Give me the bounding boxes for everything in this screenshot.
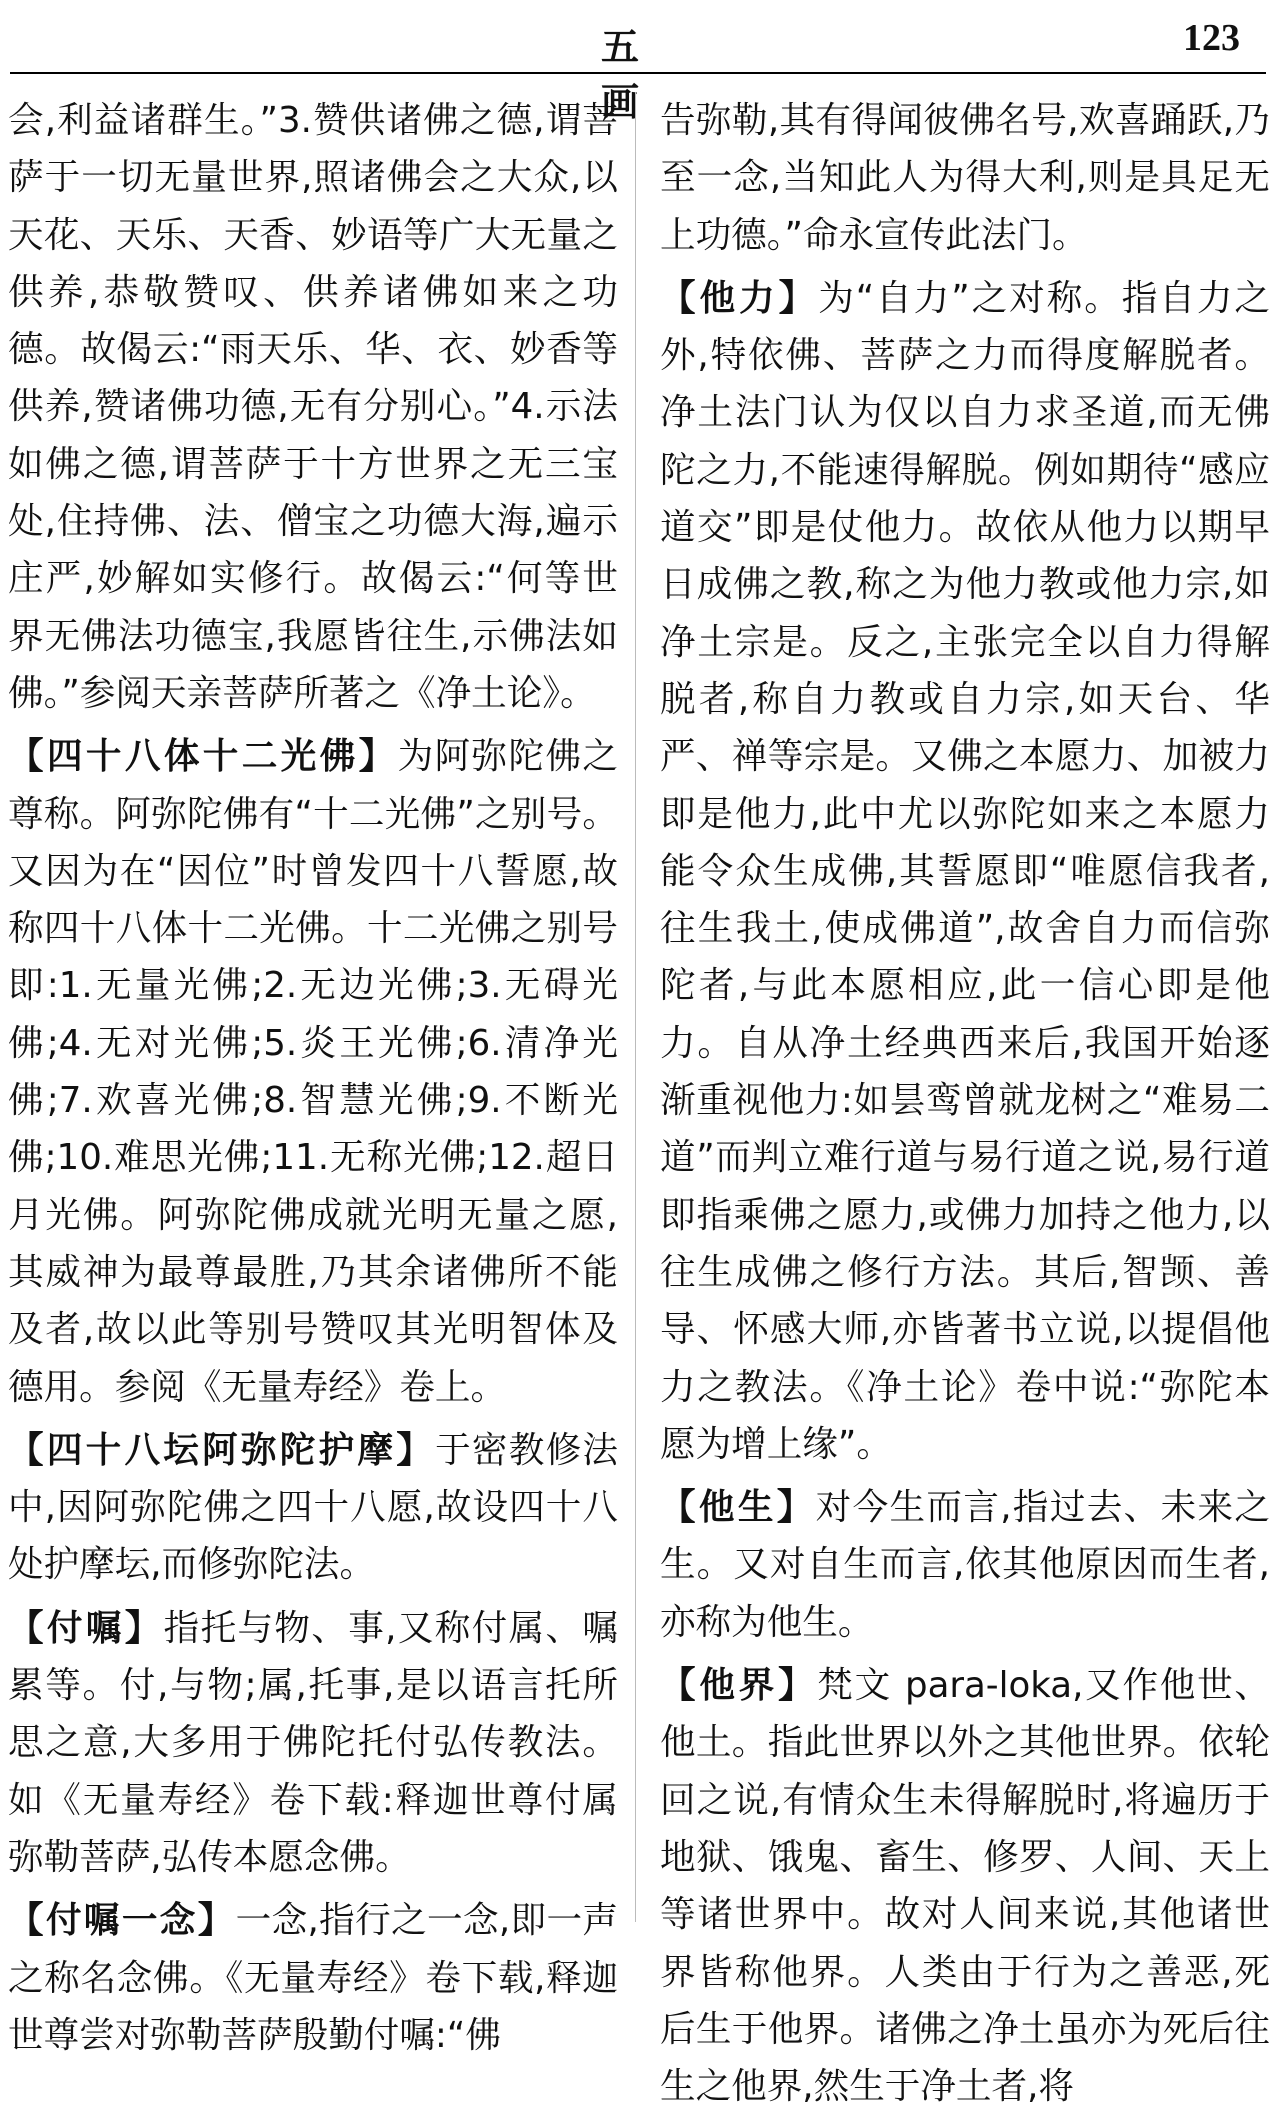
entry-text: 为阿弥陀佛之尊称。阿弥陀佛有“十二光佛”之别号。又因为在“因位”时曾发四十八誓愿,故称四十八体十二光佛。十二光佛之别号即:1.无量光佛;2.无边光佛;3.无碍光佛;4.无对光佛;5.炎王光佛;6.清净光佛;7.欢喜光佛;8.智慧光佛;9.不断光佛;10.难思光佛;11.无称光佛;12.超日月光佛。阿弥陀佛成就光明无量之愿,其威神为最尊最胜,乃其余诸佛所不能及者,故以此等别号赞叹其光明智体及德用。参阅《无量寿经》卷上。: [8, 736, 619, 1408]
entry-tali: [660, 270, 1270, 1473]
entry-text: 一念,指行之一念,即一声之称名念佛。《无量寿经》卷下载,释迦世尊尝对弥勒菩萨殷勤付嘱:“佛: [8, 1900, 619, 2056]
entry-heading: 【四十八坛阿弥陀护摩】: [8, 1429, 436, 1471]
column-divider: [635, 92, 636, 1922]
entry-continuation: [8, 92, 618, 722]
entry-text: 为“自力”之对称。指自力之外,特依佛、菩萨之力而得度解脱者。净土法门认为仅以自力求圣道,而无佛陀之力,不能速得解脱。例如期待“感应道交”即是仗他力。故依从他力以期早日成佛之教,称之为他力教或他力宗,如净土宗是。反之,主张完全以自力得解脱者,称自力教或自力宗,如天台、华严、禅等宗是。又佛之本愿力、加被力即是他力,此中尤以弥陀如来之本愿力能令众生成佛,其誓愿即“唯愿信我者,往生我土,使成佛道”,故舍自力而信弥陀者,与此本愿相应,此一信心即是他力。自从净土经典西来后,我国开始逐渐重视他力:如昙鸾曾就龙树之“难易二道”而判立难行道与易行道之说,易行道即指乘佛之愿力,或佛力加持之他力,以往生成佛之修行方法。其后,智𫖮、善导、怀感大师,亦皆著书立说,以提倡他力之教法。《净土论》卷中说:“弥陀本愿为增上缘”。: [660, 277, 1270, 1465]
entry-text: 对今生而言,指过去、未来之生。又对自生而言,依其他原因而生者,亦称为他生。: [660, 1487, 1270, 1643]
header-rule: [10, 72, 1266, 74]
entry-heading: 【四十八体十二光佛】: [8, 736, 398, 778]
entry-continuation: [660, 92, 1270, 264]
entry-fuzhu-yinian: [8, 1892, 618, 2064]
entry-text: 于密教修法中,因阿弥陀佛之四十八愿,故设四十八处护摩坛,而修弥陀法。: [8, 1429, 618, 1586]
right-column: [660, 92, 1270, 2121]
section-title: 五 画: [600, 25, 679, 124]
entry-text: 指托与物、事,又称付属、嘱累等。付,与物;属,托事,是以语言托所思之意,大多用于佛陀托付弘传教法。如《无量寿经》卷下载:释迦世尊付属弥勒菩萨,弘传本愿念佛。: [8, 1607, 618, 1878]
entry-forty-eight-twelve-light-buddhas: [8, 728, 618, 1416]
entry-text: 会,利益诸群生。”3.赞供诸佛之德,谓菩萨于一切无量世界,照诸佛会之大众,以天花、天乐、天香、妙语等广大无量之供养,恭敬赞叹、供养诸佛如来之功德。故偈云:“雨天乐、华、衣、妙香等供养,赞诸佛功德,无有分别心。”4.示法如佛之德,谓菩萨于十方世界之无三宝处,住持佛、法、僧宝之功德大海,遍示庄严,妙解如实修行。故偈云:“何等世界无佛法功德宝,我愿皆往生,示佛法如佛。”参阅天亲菩萨所著之《净土论》。: [8, 100, 618, 714]
entry-text: 梵文 para-loka,又作他世、他土。指此世界以外之其他世界。依轮回之说,有情众生未得解脱时,将遍历于地狱、饿鬼、畜生、修罗、人间、天上等诸世界中。故对人间来说,其他诸世界皆称他界。人类由于行为之善恶,死后生于他界。诸佛之净土虽亦为死后往生之他界,然生于净土者,将: [660, 1665, 1271, 2108]
entry-forty-eight-altars: [8, 1422, 618, 1594]
entry-text: 告弥勒,其有得闻彼佛名号,欢喜踊跃,乃至一念,当知此人为得大利,则是具足无上功德。”命永宣传此法门。: [660, 100, 1270, 256]
entry-heading: 【付嘱】: [8, 1607, 164, 1649]
entry-heading: 【他界】: [660, 1665, 818, 1707]
page-header: [0, 0, 1276, 124]
entry-fuzhu: [8, 1600, 618, 1886]
left-column: [8, 92, 618, 2070]
entry-tajie: [660, 1657, 1270, 2115]
entry-heading: 【付嘱一念】: [8, 1900, 236, 1942]
entry-heading: 【他力】: [660, 277, 819, 319]
page-number: 123: [1183, 17, 1240, 59]
entry-heading: 【他生】: [660, 1487, 816, 1529]
entry-tasheng: [660, 1479, 1270, 1651]
